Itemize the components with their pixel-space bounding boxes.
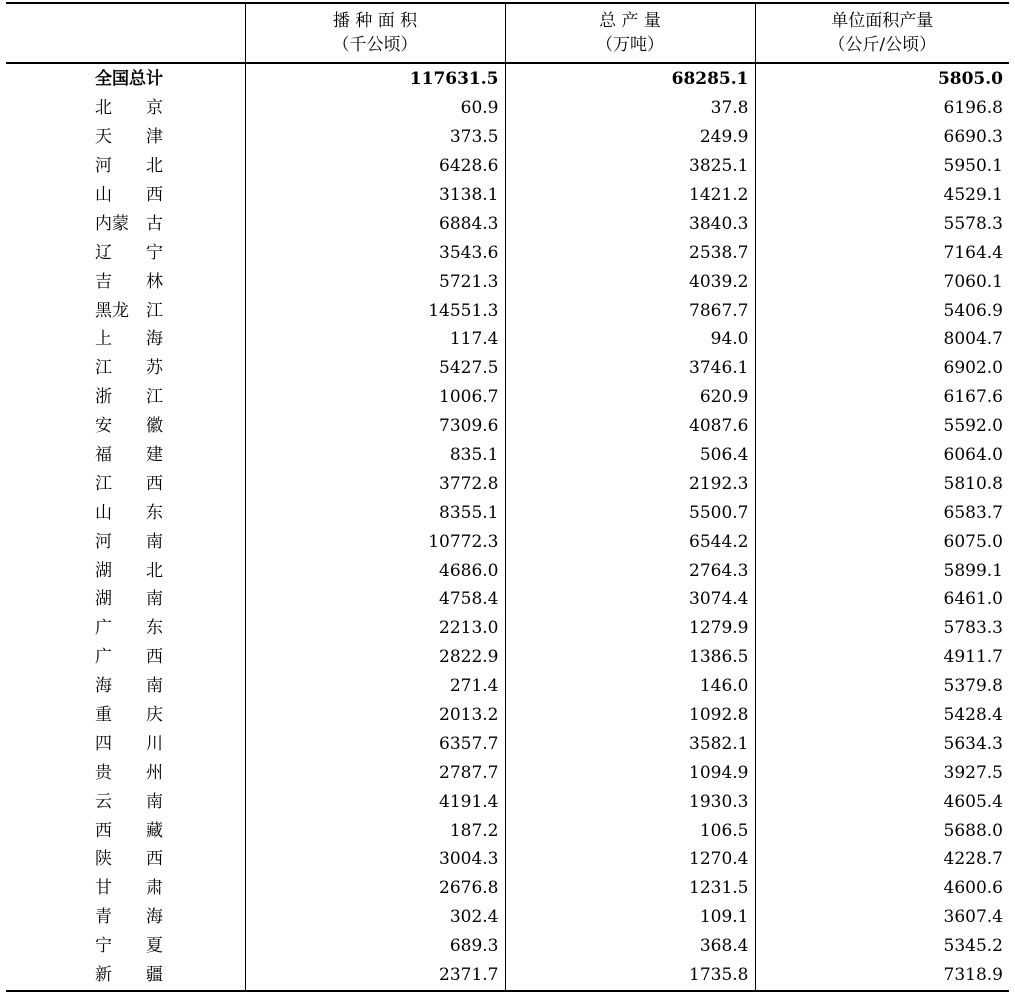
yield-cell: 4529.1 [755,181,1009,210]
output-cell: 7867.7 [505,296,755,325]
statistics-table-container [6,2,1009,992]
yield-cell: 8004.7 [755,325,1009,354]
output-cell: 94.0 [505,325,755,354]
table-row [6,701,1009,730]
yield-cell: 5783.3 [755,614,1009,643]
yield-cell: 4605.4 [755,787,1009,816]
yield-cell: 5428.4 [755,701,1009,730]
output-cell: 106.5 [505,816,755,845]
table-row [6,209,1009,238]
table-row [6,758,1009,787]
yield-cell: 5688.0 [755,816,1009,845]
table-row [6,296,1009,325]
area-cell: 14551.3 [245,296,505,325]
output-cell: 3746.1 [505,354,755,383]
output-cell: 3840.3 [505,209,755,238]
region-cell: 福 建 [95,445,163,466]
area-cell: 2676.8 [245,874,505,903]
area-cell: 2013.2 [245,701,505,730]
output-cell: 1270.4 [505,845,755,874]
region-cell: 西 藏 [95,820,163,841]
output-cell: 146.0 [505,672,755,701]
region-cell: 海 南 [95,676,163,697]
yield-cell: 3927.5 [755,758,1009,787]
header-yield-label: 单位面积产量 [831,11,934,31]
area-cell: 3543.6 [245,238,505,267]
region-cell: 山 西 [95,185,163,205]
header-area [245,3,505,63]
area-cell: 5427.5 [245,354,505,383]
region-cell: 重 庆 [95,705,163,726]
grain-statistics-table [6,2,1009,992]
area-cell: 8355.1 [245,498,505,527]
region-cell: 青 海 [95,907,163,928]
region-cell: 江 苏 [95,358,163,379]
yield-cell: 6075.0 [755,527,1009,556]
table-row [6,816,1009,845]
table-row [6,729,1009,758]
output-cell: 109.1 [505,903,755,932]
region-cell: 甘 肃 [95,878,163,899]
area-cell: 10772.3 [245,527,505,556]
output-cell: 4087.6 [505,412,755,441]
output-cell: 4039.2 [505,267,755,296]
output-cell: 249.9 [505,123,755,152]
yield-cell: 5805.0 [755,63,1009,94]
table-row [6,325,1009,354]
area-cell: 6357.7 [245,729,505,758]
yield-cell: 5345.2 [755,932,1009,961]
area-cell: 2822.9 [245,643,505,672]
yield-cell: 3607.4 [755,903,1009,932]
yield-cell: 6064.0 [755,441,1009,470]
output-cell: 2764.3 [505,556,755,585]
table-row [6,412,1009,441]
region-cell: 宁 夏 [95,936,163,957]
output-cell: 3825.1 [505,152,755,181]
output-cell: 1386.5 [505,643,755,672]
yield-cell: 5634.3 [755,729,1009,758]
yield-cell: 5578.3 [755,209,1009,238]
table-row [6,94,1009,123]
area-cell: 3772.8 [245,469,505,498]
output-cell: 2192.3 [505,469,755,498]
area-cell: 6884.3 [245,209,505,238]
table-row [6,903,1009,932]
area-cell: 3004.3 [245,845,505,874]
area-cell: 117.4 [245,325,505,354]
output-cell: 6544.2 [505,527,755,556]
area-cell: 60.9 [245,94,505,123]
area-cell: 117631.5 [245,63,505,94]
output-cell: 3074.4 [505,585,755,614]
region-cell: 河 南 [95,531,163,552]
table-row [6,527,1009,556]
table-row [6,383,1009,412]
yield-cell: 6902.0 [755,354,1009,383]
region-cell: 浙 江 [95,387,163,408]
region-cell: 安 徽 [95,416,163,437]
area-cell: 689.3 [245,932,505,961]
output-cell: 37.8 [505,94,755,123]
table-body [6,63,1009,991]
table-header [6,3,1009,63]
table-row [6,238,1009,267]
header-yield-unit: （公斤/公顷） [828,35,937,55]
table-row [6,961,1009,991]
yield-cell: 5810.8 [755,469,1009,498]
region-cell: 河 北 [95,156,163,177]
header-area-label: 播 种 面 积 [332,11,418,31]
table-row [6,267,1009,296]
area-cell: 7309.6 [245,412,505,441]
header-output [505,3,755,63]
table-row [6,643,1009,672]
yield-cell: 5379.8 [755,672,1009,701]
yield-cell: 5950.1 [755,152,1009,181]
area-cell: 4686.0 [245,556,505,585]
area-cell: 271.4 [245,672,505,701]
region-cell: 全国总计 [95,69,163,90]
region-cell: 吉 林 [95,271,163,292]
table-row [6,556,1009,585]
area-cell: 187.2 [245,816,505,845]
region-cell: 北 京 [95,98,163,119]
region-cell: 内蒙 古 [95,213,163,234]
output-cell: 506.4 [505,441,755,470]
output-cell: 368.4 [505,932,755,961]
table-row [6,123,1009,152]
area-cell: 2371.7 [245,961,505,991]
area-cell: 835.1 [245,441,505,470]
yield-cell: 6690.3 [755,123,1009,152]
table-row [6,585,1009,614]
area-cell: 302.4 [245,903,505,932]
yield-cell: 5592.0 [755,412,1009,441]
output-cell: 1279.9 [505,614,755,643]
area-cell: 1006.7 [245,383,505,412]
table-row [6,672,1009,701]
output-cell: 2538.7 [505,238,755,267]
header-output-label: 总 产 量 [599,11,661,31]
yield-cell: 7318.9 [755,961,1009,991]
yield-cell: 4600.6 [755,874,1009,903]
region-cell: 辽 宁 [95,242,163,263]
region-cell: 天 津 [95,127,163,148]
output-cell: 1421.2 [505,181,755,210]
table-row [6,932,1009,961]
yield-cell: 5899.1 [755,556,1009,585]
yield-cell: 4228.7 [755,845,1009,874]
table-row [6,354,1009,383]
table-row [6,181,1009,210]
output-cell: 1930.3 [505,787,755,816]
region-cell: 云 南 [95,791,163,812]
area-cell: 5721.3 [245,267,505,296]
output-cell: 68285.1 [505,63,755,94]
output-cell: 1231.5 [505,874,755,903]
table-row [6,469,1009,498]
output-cell: 3582.1 [505,729,755,758]
region-cell: 陕 西 [95,849,163,870]
region-cell: 广 西 [95,647,163,668]
region-cell: 四 川 [95,733,163,754]
header-area-unit: （千公顷） [332,35,418,55]
header-region [6,3,245,63]
yield-cell: 7060.1 [755,267,1009,296]
region-cell: 江 西 [95,473,163,494]
output-cell: 1094.9 [505,758,755,787]
table-row [6,498,1009,527]
header-output-unit: （万吨） [596,35,664,55]
area-cell: 2787.7 [245,758,505,787]
header-yield [755,3,1009,63]
region-cell: 湖 南 [95,589,163,610]
yield-cell: 4911.7 [755,643,1009,672]
region-cell: 湖 北 [95,560,163,581]
table-row-total [6,63,1009,94]
area-cell: 4758.4 [245,585,505,614]
yield-cell: 6167.6 [755,383,1009,412]
table-row [6,152,1009,181]
table-row [6,845,1009,874]
region-cell: 山 东 [95,502,163,523]
yield-cell: 6196.8 [755,94,1009,123]
table-row [6,614,1009,643]
region-cell: 新 疆 [6,961,245,991]
output-cell: 5500.7 [505,498,755,527]
region-cell: 上 海 [95,329,163,350]
table-row [6,874,1009,903]
yield-cell: 6461.0 [755,585,1009,614]
area-cell: 373.5 [245,123,505,152]
output-cell: 1092.8 [505,701,755,730]
region-cell: 广 东 [95,618,163,639]
output-cell: 620.9 [505,383,755,412]
output-cell: 1735.8 [505,961,755,991]
table-row [6,441,1009,470]
yield-cell: 7164.4 [755,238,1009,267]
yield-cell: 6583.7 [755,498,1009,527]
area-cell: 2213.0 [245,614,505,643]
area-cell: 4191.4 [245,787,505,816]
header-row [6,3,1009,63]
yield-cell: 5406.9 [755,296,1009,325]
table-row [6,787,1009,816]
region-cell: 黑龙 江 [95,300,163,321]
area-cell: 6428.6 [245,152,505,181]
area-cell: 3138.1 [245,181,505,210]
region-cell: 贵 州 [95,762,163,783]
